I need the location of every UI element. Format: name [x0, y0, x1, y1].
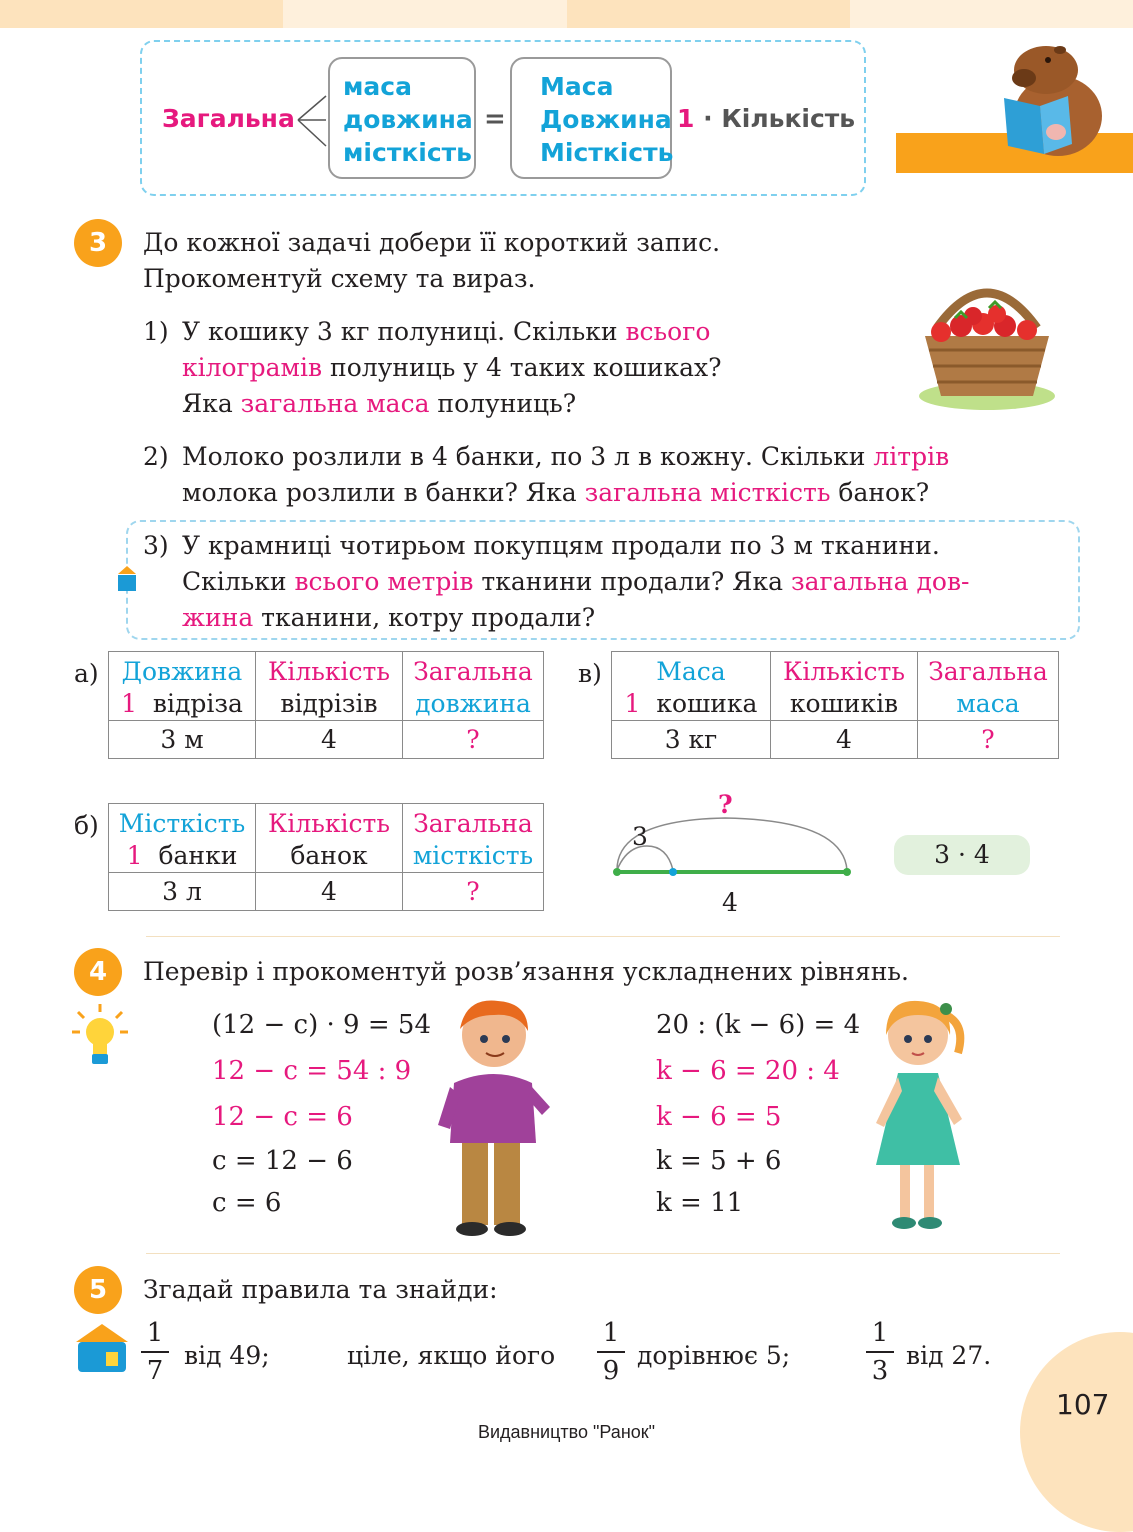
task3-intro-line2: Прокоментуй схему та вираз. [143, 264, 536, 293]
table-c-label: в) [578, 659, 602, 688]
strawberry-basket-illustration [915, 278, 1060, 413]
fraction-2-suffix: дорівнює 5; [637, 1341, 791, 1370]
rule-left-items [343, 70, 473, 169]
table-b-h1a: Місткість [118, 809, 246, 838]
table-a-h1b-text: відріза [152, 689, 243, 718]
table-b-h1b [112, 840, 252, 872]
problem3-line3-b: тканини, котру продали? [253, 603, 596, 632]
expression-badge: 3 · 4 [894, 835, 1030, 875]
task5-text: Згадай правила та знайди: [143, 1275, 498, 1304]
table-a-h2a: Кількість [268, 657, 390, 686]
scheme-total-arc [617, 818, 847, 870]
equation-right-line3: k − 6 = 5 [656, 1102, 782, 1132]
rule-left-item-mass: маса [343, 72, 412, 101]
top-strip-4 [850, 0, 1133, 28]
fraction-1-denominator: 7 [146, 1356, 164, 1386]
problem3-line3 [182, 600, 595, 636]
fraction-2 [597, 1318, 625, 1386]
table-b-v2: 4 [256, 873, 403, 911]
fraction-3-denominator: 3 [871, 1356, 889, 1386]
problem1-line1 [182, 314, 710, 350]
problem1-line3-b: загальна маса [240, 389, 430, 418]
capybara-reading-illustration [996, 36, 1108, 160]
table-b-v3: ? [403, 873, 544, 911]
table-c-v3: ? [918, 721, 1059, 759]
scheme-count-label: 4 [722, 888, 738, 917]
problem3-line1: У крамниці чотирьом покупцям продали по 3 м тканини. [182, 531, 940, 560]
table-b-v1: 3 л [109, 873, 256, 911]
scheme-part-label: 3 [632, 822, 648, 851]
problem2-line2-b: загальна місткість [584, 478, 831, 507]
table-c-v1: 3 кг [612, 721, 771, 759]
scheme-question: ? [718, 790, 733, 819]
task3-badge: 3 [74, 219, 122, 267]
fraction-2-denominator: 9 [602, 1356, 620, 1386]
equation-left-line4: c = 12 − 6 [212, 1146, 353, 1176]
top-strip-2 [283, 0, 567, 28]
scheme-point-mid [669, 868, 677, 876]
table-a-h3b: довжина [415, 689, 531, 718]
fraction-2-numerator: 1 [602, 1318, 620, 1348]
problem3-line2-d: загальна дов- [790, 567, 970, 596]
rule-right-items [540, 70, 673, 169]
table-a-h1b-one: 1 [121, 689, 137, 718]
table-a-h1a: Довжина [121, 657, 243, 686]
problem2-line2 [182, 475, 929, 511]
fraction-1-numerator: 1 [146, 1318, 164, 1348]
problem1-line2-b: полуниць у 4 таких кошиках? [322, 353, 722, 382]
house-icon [72, 1322, 132, 1374]
problem2-line2-c: банок? [830, 478, 930, 507]
fraction-3-text: від 27. [906, 1341, 992, 1370]
table-c [611, 651, 1059, 759]
problem3-line2 [182, 564, 969, 600]
top-strip-3 [567, 0, 850, 28]
problem1-line1-b: всього [625, 317, 711, 346]
fraction-1-text: від 49; [184, 1341, 270, 1370]
rule-right-item-mass: Маса [540, 72, 614, 101]
table-c-h1a: Маса [656, 657, 726, 686]
problem3-line2-c: тканини продали? Яка [473, 567, 791, 596]
table-b-h2a: Кількість [268, 809, 390, 838]
table-b-label: б) [74, 811, 99, 840]
table-b-h2b: банок [290, 841, 368, 870]
table-b-h1b-one: 1 [126, 841, 143, 870]
problem1-line3-a: Яка [182, 389, 241, 418]
boy-illustration [432, 995, 558, 1240]
separator-1 [146, 936, 1060, 937]
rule-right-item-capacity: Місткість [540, 138, 674, 167]
equation-left-line2: 12 − c = 54 : 9 [212, 1056, 412, 1086]
problem1-line2-a: кілограмів [182, 353, 323, 382]
fraction-3-numerator: 1 [871, 1318, 889, 1348]
scheme-point-start [613, 868, 621, 876]
rule-tail [677, 104, 855, 133]
equation-left-line1: (12 − c) · 9 = 54 [212, 1010, 431, 1040]
table-c-h1b [615, 688, 767, 720]
equation-left-line3: 12 − c = 6 [212, 1102, 353, 1132]
table-a-h3a: Загальна [413, 657, 533, 686]
problem2-line1-b: літрів [873, 442, 950, 471]
table-c-h1b-one: 1 [624, 689, 641, 718]
table-c-h1b-text: кошика [656, 689, 758, 718]
table-a-v2: 4 [256, 721, 403, 759]
table-a-v3: ? [403, 721, 544, 759]
table-c-h2a: Кількість [783, 657, 905, 686]
task4-badge: 4 [74, 948, 122, 996]
lightbulb-icon [70, 1002, 130, 1068]
table-b-h1b-text: банки [158, 841, 238, 870]
table-b-h3b: місткість [412, 841, 534, 870]
table-c-v2: 4 [771, 721, 918, 759]
rule-branch-lines [296, 92, 330, 152]
scheme-point-end [843, 868, 851, 876]
problem1-line2 [182, 350, 721, 386]
problem1-line3-c: полуниць? [429, 389, 577, 418]
separator-2 [146, 1253, 1060, 1254]
table-a-label: а) [74, 659, 99, 688]
table-c-h2b: кошиків [789, 689, 899, 718]
house-icon-small [116, 564, 138, 592]
problem3-number: 3) [143, 531, 169, 560]
fraction-3 [866, 1318, 894, 1386]
table-a-v1: 3 м [109, 721, 256, 759]
page-number: 107 [1056, 1388, 1110, 1421]
table-a-h2b: відрізів [280, 689, 378, 718]
task5-badge: 5 [74, 1266, 122, 1314]
equation-right-line2: k − 6 = 20 : 4 [656, 1056, 840, 1086]
rule-right-item-length: Довжина [540, 105, 672, 134]
rule-left-word: Загальна [162, 104, 295, 133]
fraction-2-bar [597, 1351, 625, 1353]
rule-left-item-capacity: місткість [343, 138, 472, 167]
table-b [108, 803, 544, 911]
problem1-line3 [182, 386, 576, 422]
rule-tail-one: 1 [677, 104, 695, 133]
rule-left-item-length: довжина [343, 105, 473, 134]
fraction-3-bar [866, 1351, 894, 1353]
table-c-h3a: Загальна [928, 657, 1048, 686]
table-a [108, 651, 544, 759]
problem2-line2-a: молока розлили в банки? Яка [182, 478, 585, 507]
equation-right-line4: k = 5 + 6 [656, 1146, 782, 1176]
problem1-line1-a: У кошику 3 кг полуниці. Скільки [182, 317, 626, 346]
task4-text: Перевір і прокоментуй розв’язання ускладнених рівнянь. [143, 957, 909, 986]
problem2-number: 2) [143, 442, 169, 471]
rule-tail-text: · Кількість [703, 104, 856, 133]
table-c-h3b: маса [956, 689, 1020, 718]
problem3-line2-a: Скільки [182, 567, 295, 596]
fraction-1 [141, 1318, 169, 1386]
top-strip-1 [0, 0, 283, 28]
problem2-line1 [182, 439, 949, 475]
table-a-h1b [112, 688, 252, 720]
fraction-2-prefix: ціле, якщо його [347, 1341, 556, 1370]
problem3-line3-a: жина [182, 603, 254, 632]
rule-equals: = [484, 104, 506, 134]
equation-left-line5: c = 6 [212, 1188, 282, 1218]
publisher: Видавництво "Ранок" [477, 1422, 656, 1442]
task3-intro-line1: До кожної задачі добери її короткий запис. [143, 228, 721, 257]
fraction-1-bar [141, 1351, 169, 1353]
girl-illustration [862, 995, 974, 1240]
problem3-line2-b: всього метрів [294, 567, 474, 596]
equation-right-line1: 20 : (k − 6) = 4 [656, 1010, 861, 1040]
problem1-number: 1) [143, 317, 169, 346]
equation-right-line5: k = 11 [656, 1188, 744, 1218]
table-b-h3a: Загальна [413, 809, 533, 838]
problem2-line1-a: Молоко розлили в 4 банки, по 3 л в кожну. Скільки [182, 442, 874, 471]
